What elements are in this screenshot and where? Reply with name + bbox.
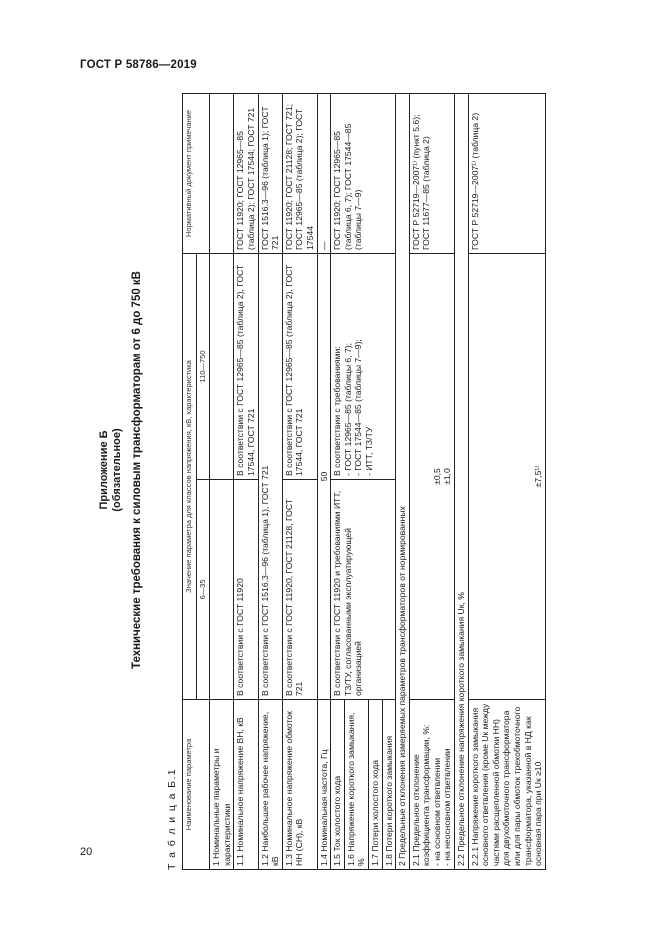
- section-2-2-label: 2.2 Предельное отклонение напряжения короткого замыкания Uк, %: [455, 93, 469, 869]
- row-1-1-v1: В соответствии с ГОСТ 11920: [234, 480, 258, 700]
- annex-title: Технические требования к силовым трансформаторам от 6 до 750 кВ: [131, 271, 143, 669]
- table-row: [396, 93, 410, 869]
- table-row: [468, 93, 545, 869]
- row-1-1-name: 1.1 Номинальное напряжение ВН, кВ: [234, 700, 258, 870]
- table-row: [258, 93, 282, 869]
- table-row: [455, 93, 469, 869]
- annex-heading: [98, 70, 124, 870]
- section-2-label: 2 Предельные отклонения измеряемых параметров трансформаторов от нормированных: [396, 93, 410, 869]
- row-1-3-v1: В соответствии с ГОСТ 11920, ГОСТ 21128, ГОСТ 721: [282, 480, 317, 700]
- row-1-5-v2: [331, 253, 396, 479]
- row-1-4-value: 50: [317, 253, 331, 699]
- row-1-3-name: 1.3 Номинальное напряжение обмоток НН (СН), кВ: [282, 700, 317, 870]
- annex-label: Приложение Б: [98, 430, 110, 510]
- row-1-5-v2-item: - ГОСТ 12965—85 (таблицы 6, 7);: [342, 342, 353, 476]
- row-2-1-sub-main: - на основном ответвлении: [431, 757, 442, 866]
- table-row: [317, 93, 331, 869]
- header-class-2: 110—750: [196, 253, 210, 479]
- row-1-3-v2: В соответствии с ГОСТ 12965—85 (таблица 2), ГОСТ 17544, ГОСТ 721: [282, 253, 317, 479]
- row-1-6-name: 1.6 Напряжение короткого замыкания, %: [344, 700, 368, 870]
- row-2-1-name: 2.1 Предельное отклонение коэффициента трансформации, %:: [410, 724, 432, 866]
- document-code-header: ГОСТ Р 58786—2019: [80, 59, 197, 71]
- header-values-group: Значение параметра для классов напряжения, кВ, характеристика: [183, 253, 197, 699]
- row-1-2-value: В соответствии с ГОСТ 1516.3—96 (таблица 1), ГОСТ 721: [258, 253, 282, 699]
- rotated-annex-content: [84, 70, 614, 870]
- row-1-8-name: 1.8 Потери короткого замыкания: [382, 700, 396, 870]
- row-2-1-val-other: ±1,0: [442, 468, 453, 485]
- row-2-2-1-name: 2.2.1 Напряжение короткого замыкания основного ответвления (кроме Uк между частями расщепленной обмотки НН) для двухобмоточного трансформатора или для пары обмоток трехобмоточного трансформатора, указанной в НД как основная пара при Uк ≥10: [468, 700, 545, 870]
- header-class-1: 6—35: [196, 480, 210, 700]
- row-1-3-norm: ГОСТ 11920; ГОСТ 21128; ГОСТ 721; ГОСТ 12965—85 (таблица 2); ГОСТ 17544: [282, 93, 317, 253]
- row-1-2-name: 1.2 Наибольшее рабочее напряжение, кВ: [258, 700, 282, 870]
- row-2-2-1-value: ±7,5¹⁾: [468, 253, 545, 699]
- row-2-2-1-norm: ГОСТ Р 52719—2007¹⁾ (таблица 2): [468, 93, 545, 253]
- row-1-5-v1: В соответствии с ГОСТ 11920 и требованиями ИТТ, ТЗ/ТУ, согласованными эксплуатирующей организацией: [331, 480, 396, 700]
- table-row: [210, 93, 234, 869]
- page-number: 20: [80, 846, 93, 858]
- section-1-label: 1 Номинальные параметры и характеристики: [210, 700, 234, 870]
- row-1-5-norm: ГОСТ 11920; ГОСТ 12965—85 (таблица 6, 7); ГОСТ 17544—85 (таблицы 7—9): [331, 93, 396, 253]
- row-1-1-norm: ГОСТ 11920; ГОСТ 12965—85 (таблица 2); ГОСТ 17544; ГОСТ 721: [234, 93, 258, 253]
- row-2-1-name-cell: [409, 700, 454, 870]
- table-header-row: [183, 93, 197, 869]
- header-param: Наименование параметра: [183, 700, 210, 870]
- header-norm: Нормативный документ примечание: [183, 93, 210, 253]
- table-label: Т а б л и ц а Б.1: [166, 768, 178, 870]
- row-1-4-name: 1.4 Номинальная частота, Гц: [317, 700, 331, 870]
- table-row: [331, 93, 345, 869]
- table-row: [409, 93, 454, 869]
- annex-status: (обязательное): [111, 428, 123, 512]
- row-2-1-sub-other: - на неосновном ответвлении: [442, 748, 453, 866]
- row-1-5-v2-intro: В соответствии с требованиями:: [332, 346, 343, 476]
- row-2-1-val-main: ±0,5: [431, 468, 442, 485]
- row-1-5-v2-item: - ГОСТ 17544—85 (таблицы 7—9);: [353, 339, 364, 476]
- row-2-1-values: [409, 253, 454, 699]
- requirements-table: [182, 93, 546, 870]
- row-1-5-v2-item: - ИТТ, ТЗ/ТУ: [363, 426, 374, 476]
- row-1-2-norm: ГОСТ 1516.3—96 (таблица 1); ГОСТ 721: [258, 93, 282, 253]
- table-row: [282, 93, 317, 869]
- row-1-4-norm: —: [317, 93, 331, 253]
- row-2-1-norm: ГОСТ Р 52719—2007¹⁾ (пункт 5.6); ГОСТ 11677—85 (таблица 2): [409, 93, 454, 253]
- table-row: [234, 93, 258, 869]
- row-1-7-name: 1.7 Потери холостого хода: [368, 700, 382, 870]
- row-1-5-name: 1.5 Ток холостого хода: [331, 700, 345, 870]
- row-1-1-v2: В соответствии с ГОСТ 12965—85 (таблица 2), ГОСТ 17544, ГОСТ 721: [234, 253, 258, 479]
